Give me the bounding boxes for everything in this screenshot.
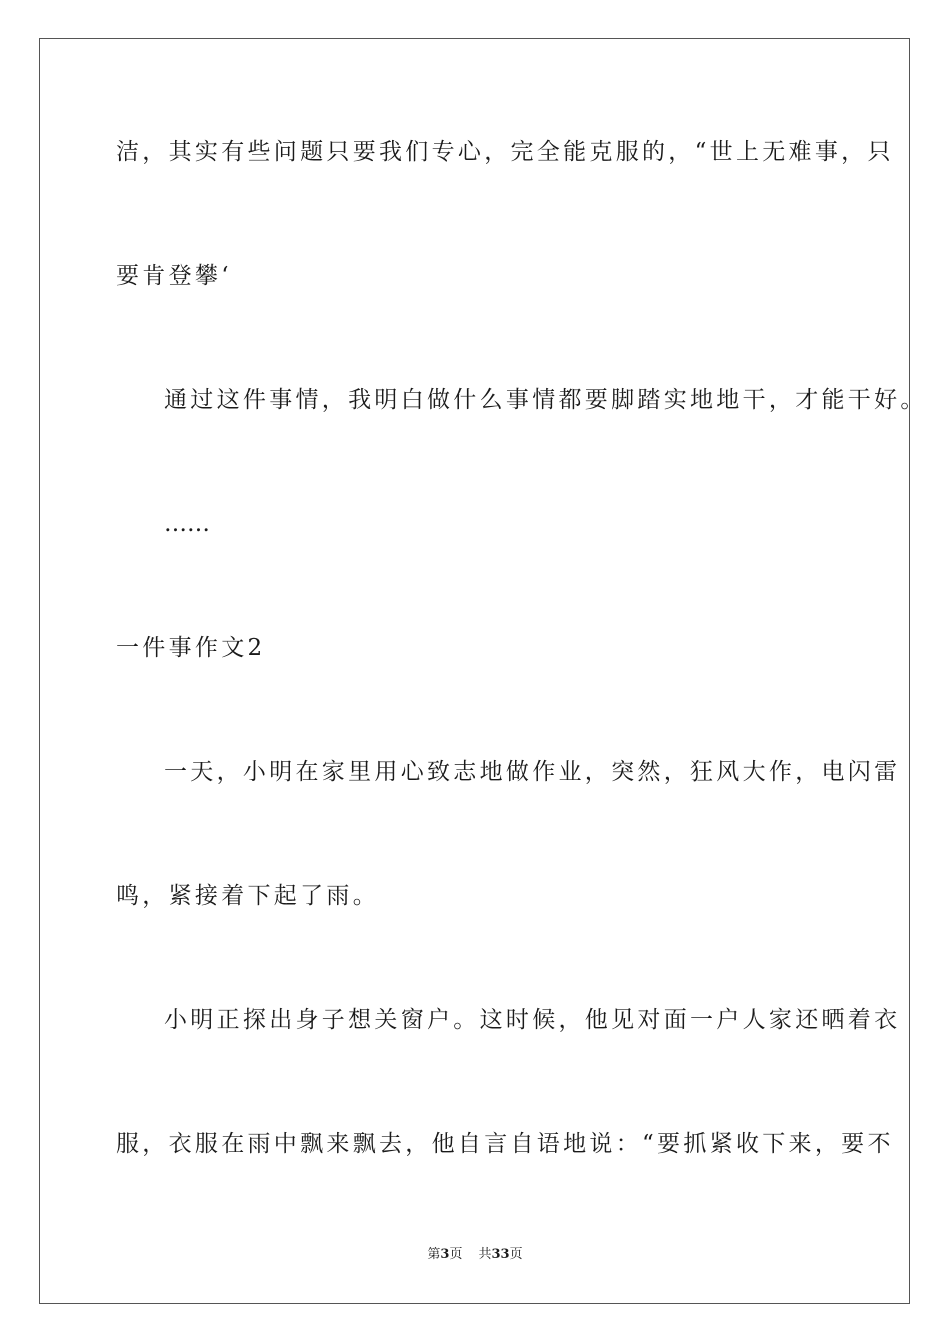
body-text-line: 洁，其实有些问题只要我们专心，完全能克服的，“世上无难事，只 <box>116 139 894 165</box>
page-prefix: 第 <box>427 1247 441 1262</box>
total-pages: 33 <box>491 1247 510 1262</box>
body-text-line: 一天，小明在家里用心致志地做作业，突然，狂风大作，电闪雷 <box>164 759 901 785</box>
page-suffix: 页 <box>449 1247 463 1262</box>
body-text-line: 通过这件事情，我明白做什么事情都要脚踏实地地干，才能干好。 <box>164 387 927 413</box>
total-prefix: 共 <box>478 1247 492 1262</box>
body-text-line: 小明正探出身子想关窗户。这时候，他见对面一户人家还晒着衣 <box>164 1007 901 1033</box>
page-border <box>39 38 910 1304</box>
body-text-line: 服，衣服在雨中飘来飘去，他自言自语地说：“要抓紧收下来，要不 <box>116 1131 894 1157</box>
body-text-line: 要肯登攀‘ <box>116 263 232 289</box>
section-heading: 一件事作文2 <box>116 635 266 661</box>
page-footer <box>0 1246 950 1264</box>
ellipsis-line: …… <box>164 511 210 537</box>
page-number: 3 <box>440 1247 450 1262</box>
total-suffix: 页 <box>509 1247 523 1262</box>
body-text-line: 鸣，紧接着下起了雨。 <box>116 883 379 909</box>
